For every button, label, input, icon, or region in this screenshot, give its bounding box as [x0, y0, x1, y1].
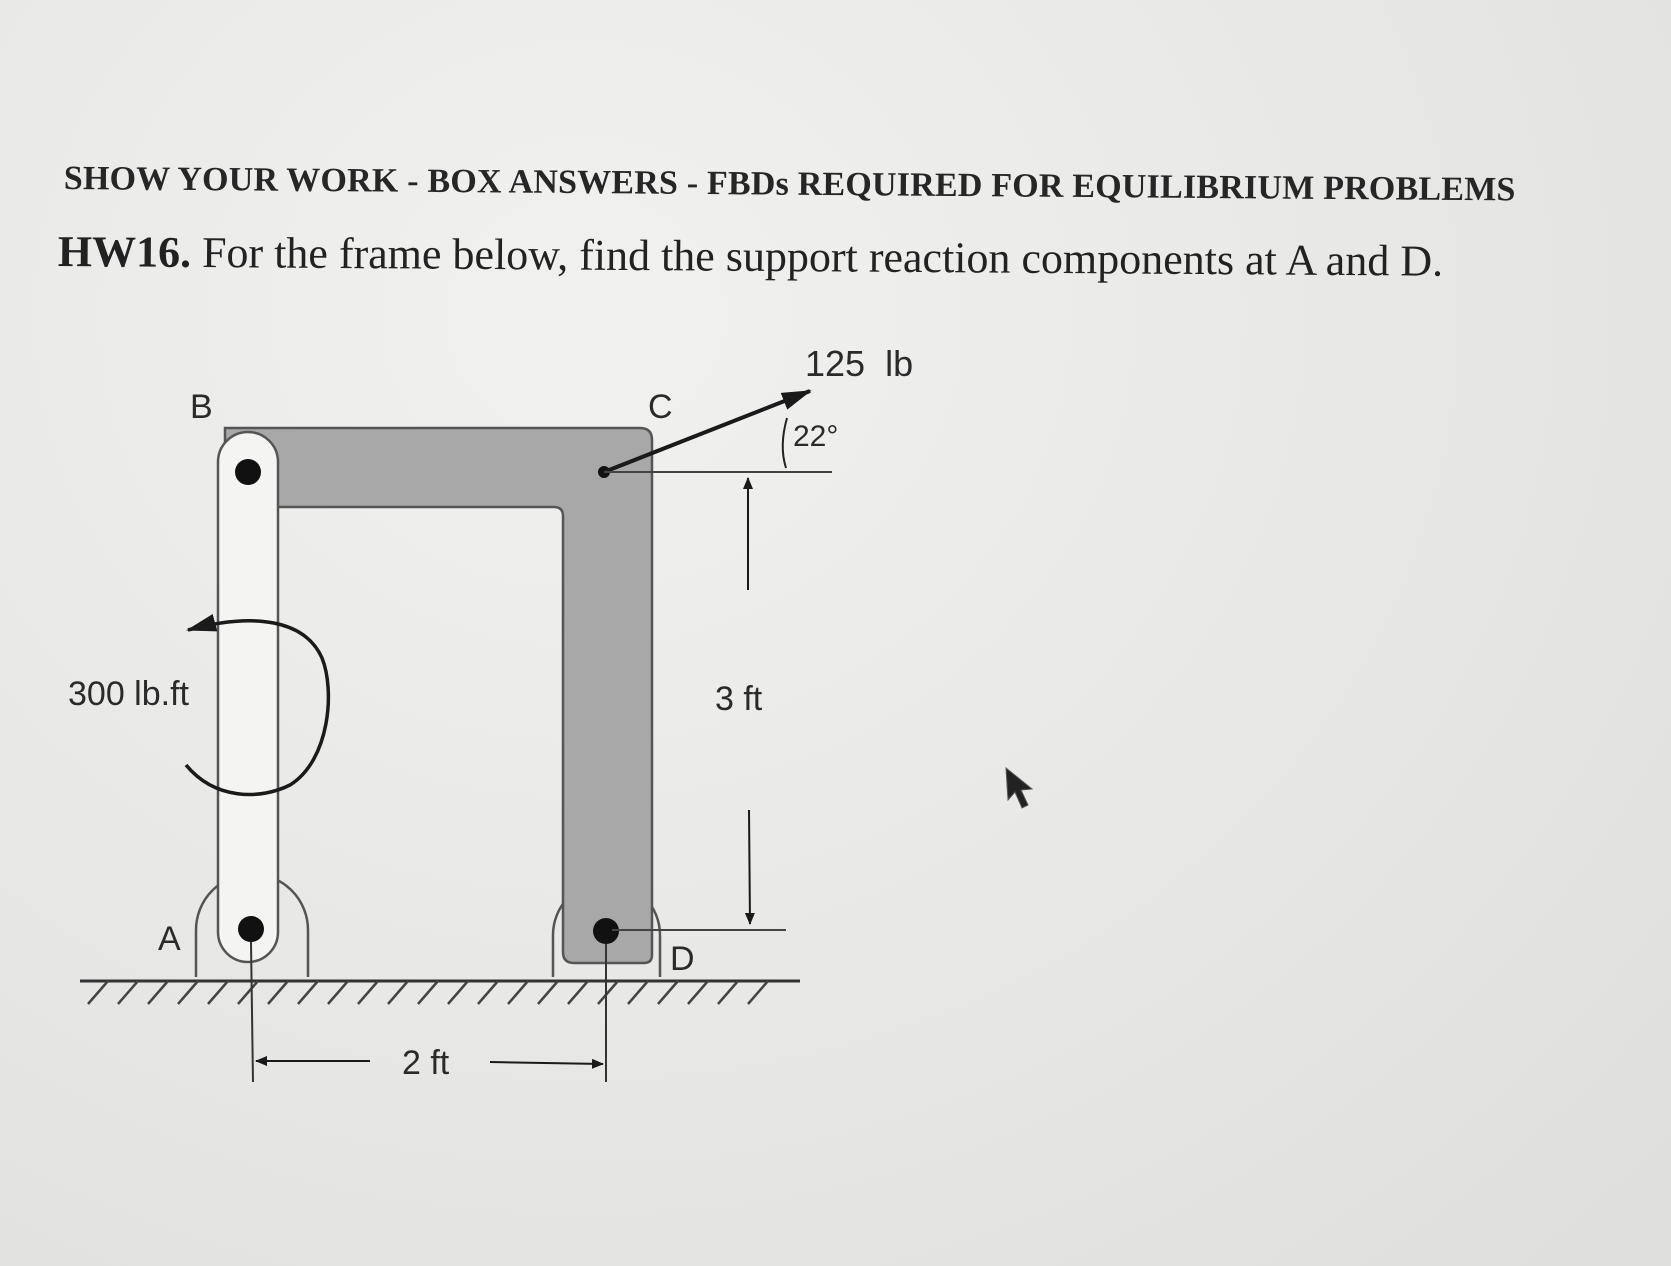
- angle-label: 22°: [793, 420, 839, 453]
- ground-hatch: [88, 981, 768, 1004]
- instructions-heading: SHOW YOUR WORK - BOX ANSWERS - FBDs REQUIRED FOR EQUILIBRIUM PROBLEMS: [63, 160, 1516, 209]
- angle-arc: [783, 418, 787, 468]
- member-bcd: [225, 428, 652, 963]
- label-c: C: [648, 388, 673, 426]
- label-d: D: [670, 940, 695, 978]
- height-label: 3 ft: [715, 680, 763, 718]
- problem-text: For the frame below, find the support reaction components at A and D.: [201, 228, 1444, 286]
- force-label: 125 lb: [805, 343, 914, 384]
- moment-label: 300 lb.ft: [68, 675, 189, 713]
- pin-a: [238, 916, 264, 942]
- label-a: A: [158, 920, 181, 958]
- width-dim-line-right: [490, 1062, 603, 1064]
- width-ext-line-a: [251, 942, 253, 1082]
- mouse-cursor-icon: [1006, 768, 1032, 808]
- pin-b: [235, 459, 261, 485]
- label-b: B: [190, 388, 213, 426]
- height-dim-line-bottom: [749, 810, 750, 924]
- width-label: 2 ft: [402, 1044, 450, 1082]
- problem-number: HW16.: [57, 226, 192, 277]
- link-ab: [218, 432, 278, 962]
